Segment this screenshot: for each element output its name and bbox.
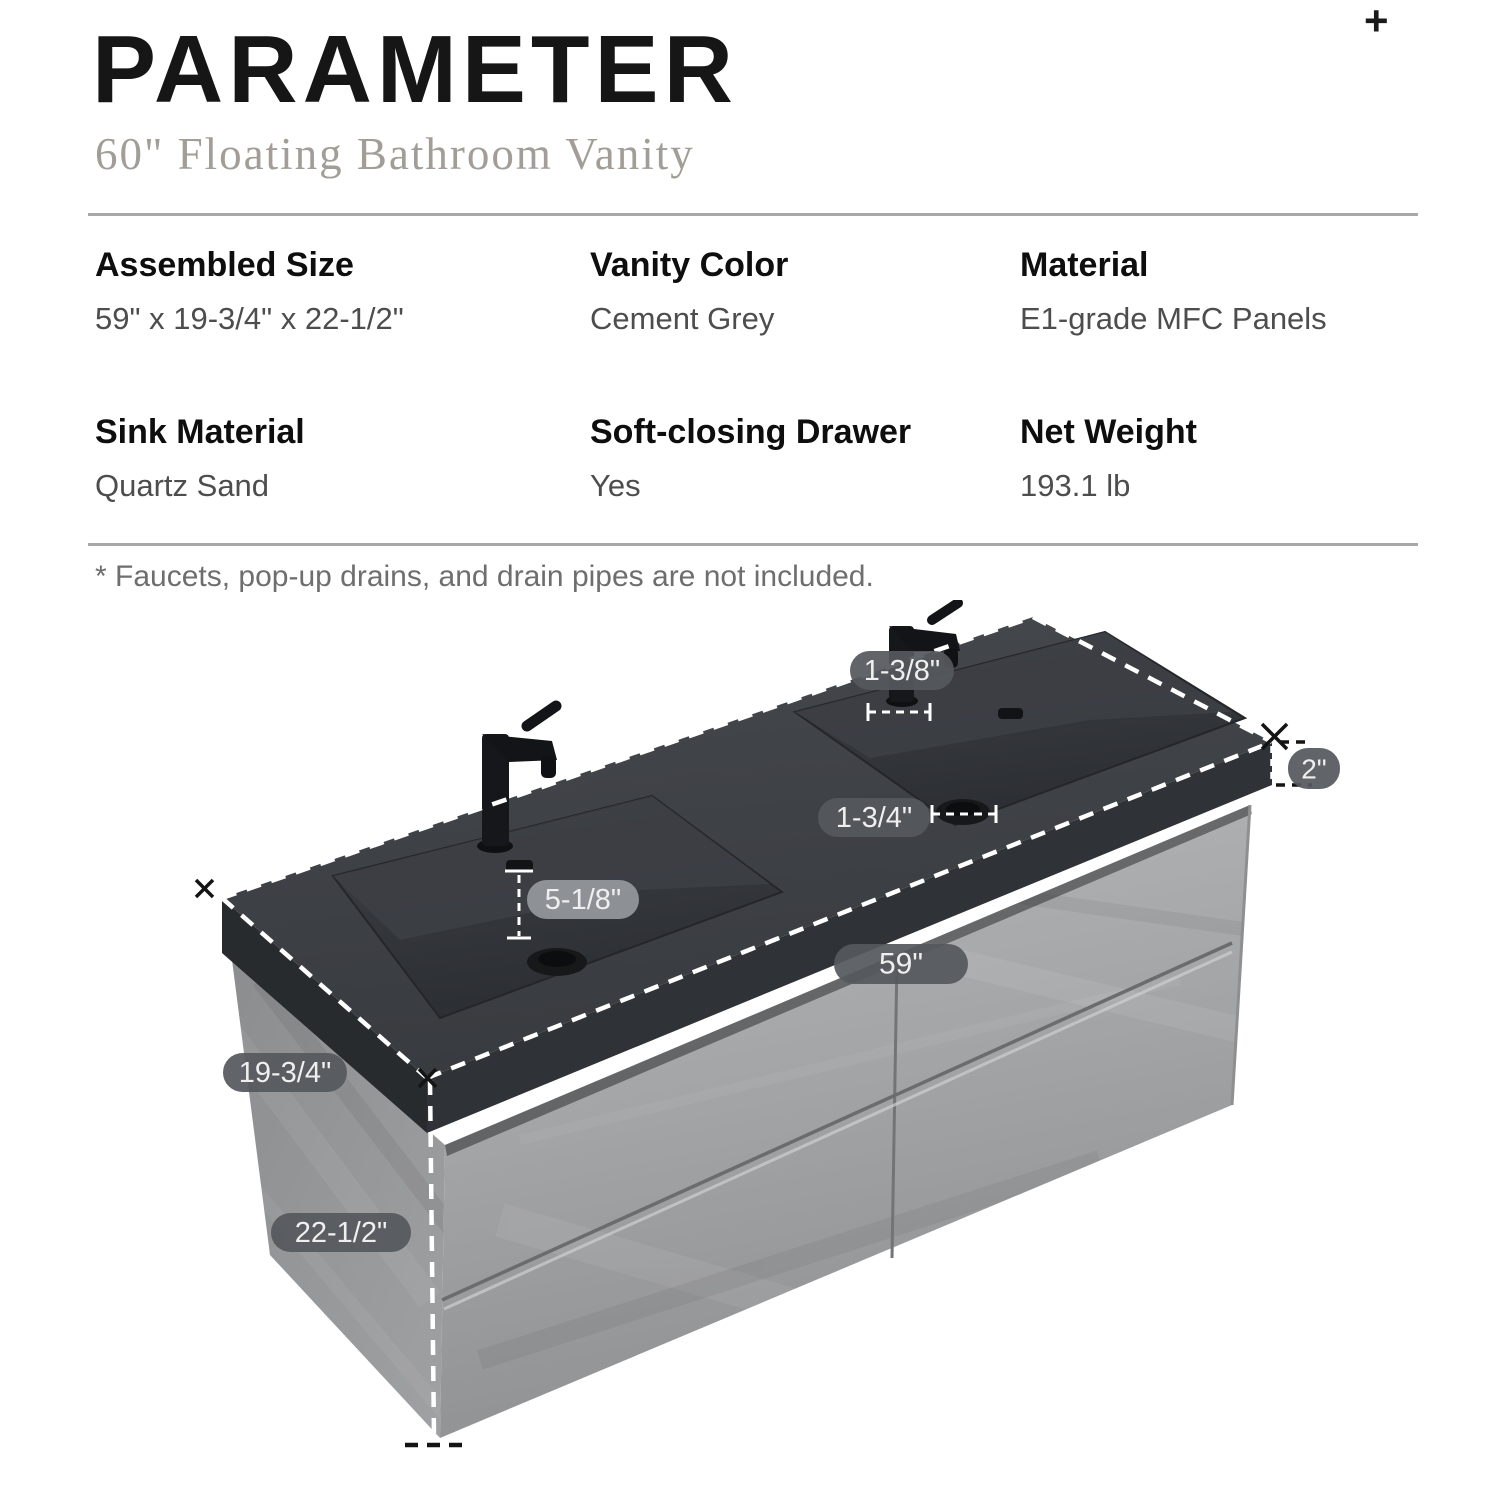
vanity-illustration bbox=[0, 600, 1500, 1500]
spec-value: Yes bbox=[590, 467, 641, 503]
dimension-label: 5-1/8" bbox=[544, 884, 622, 916]
dimension-label: 22-1/2" bbox=[294, 1217, 388, 1249]
page-title: PARAMETER bbox=[92, 16, 738, 123]
divider-top bbox=[88, 213, 1418, 216]
spec-label: Sink Material bbox=[95, 412, 305, 451]
spec-value: E1-grade MFC Panels bbox=[1020, 301, 1327, 337]
dimension-pill-height bbox=[271, 1213, 411, 1252]
spec-net-weight bbox=[1020, 413, 1425, 504]
dimension-pill-sink-depth bbox=[527, 880, 639, 919]
dimension-label: 2" bbox=[1301, 753, 1327, 785]
dimension-pill-width bbox=[834, 944, 968, 984]
spec-assembled-size bbox=[95, 246, 590, 337]
dimension-label: 1-3/4" bbox=[835, 802, 913, 834]
spec-value: Cement Grey bbox=[590, 301, 775, 337]
plus-icon: + bbox=[1364, 0, 1389, 44]
spec-soft-closing-drawer bbox=[590, 413, 1020, 504]
spec-material bbox=[1020, 246, 1425, 337]
page-subtitle: 60" Floating Bathroom Vanity bbox=[95, 129, 695, 179]
spec-label: Vanity Color bbox=[590, 246, 789, 284]
footnote: * Faucets, pop-up drains, and drain pipes are not included. bbox=[95, 560, 874, 593]
spec-value: Quartz Sand bbox=[95, 467, 270, 503]
dimension-pill-depth bbox=[223, 1053, 347, 1092]
dimension-pill-drain bbox=[818, 798, 930, 837]
spec-label: Net Weight bbox=[1020, 412, 1197, 451]
spec-value: 59" x 19-3/4" x 22-1/2" bbox=[95, 301, 404, 337]
divider-bottom bbox=[88, 543, 1418, 546]
dimension-label: 1-3/8" bbox=[863, 655, 941, 687]
dimension-label: 59" bbox=[878, 947, 924, 981]
spec-vanity-color bbox=[590, 246, 1020, 337]
spec-label: Material bbox=[1020, 246, 1149, 284]
spec-label: Assembled Size bbox=[95, 246, 354, 284]
dimension-pill-faucet-hole bbox=[850, 651, 954, 690]
spec-grid bbox=[95, 246, 1425, 503]
sink-left-drain-cap bbox=[538, 951, 576, 967]
spec-value: 193.1 lb bbox=[1020, 467, 1131, 503]
dimension-pill-thickness bbox=[1288, 748, 1340, 789]
dimension-label: 19-3/4" bbox=[238, 1057, 332, 1089]
spec-sink-material bbox=[95, 413, 590, 504]
sink-right-overflow bbox=[998, 708, 1023, 719]
spec-label: Soft-closing Drawer bbox=[590, 412, 912, 451]
